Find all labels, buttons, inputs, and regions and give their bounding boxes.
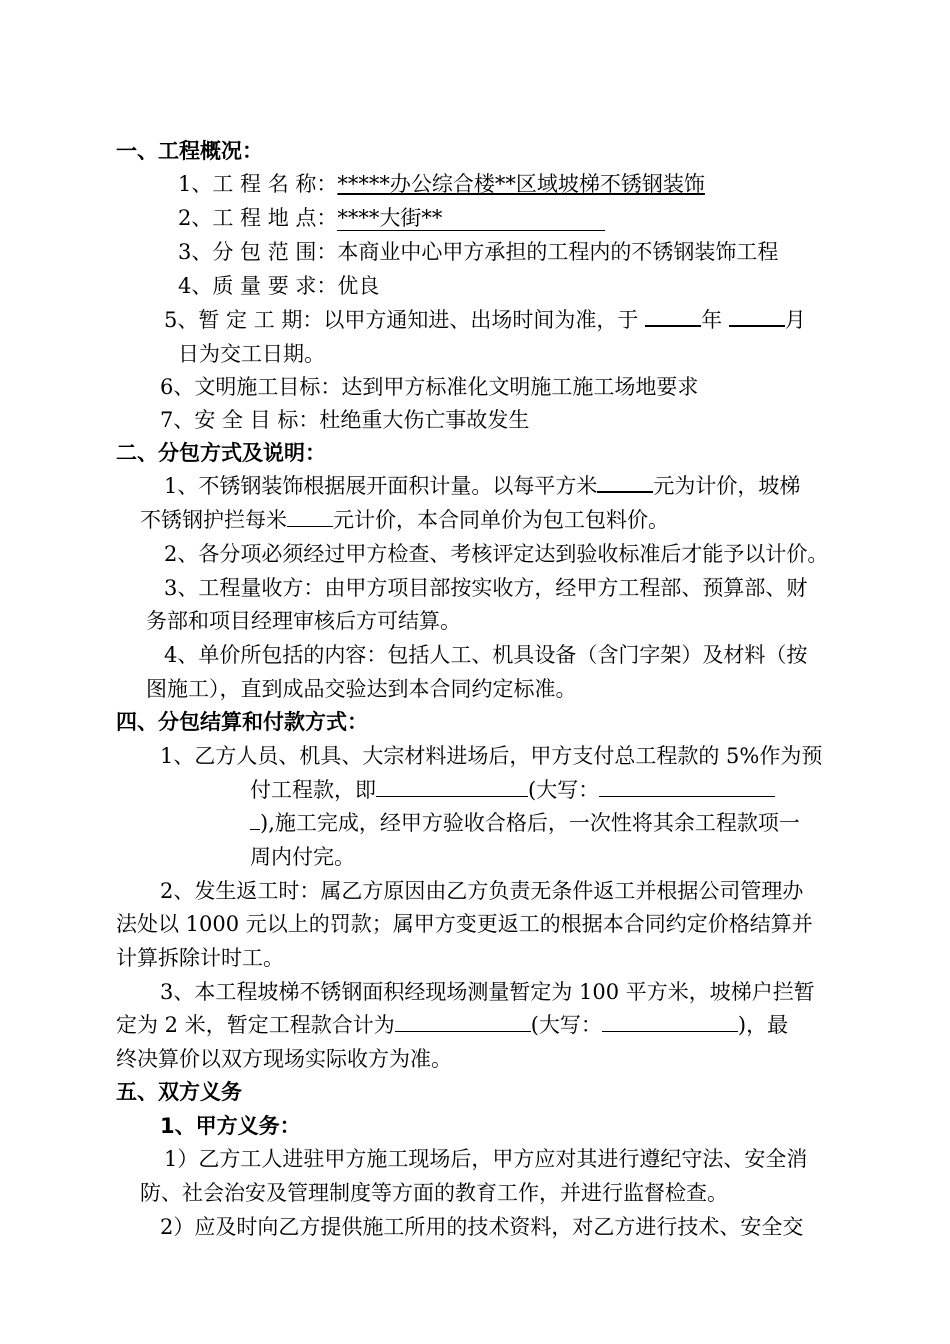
advance-payment-2 — [250, 775, 775, 805]
area-estimate-tail: )，最 — [737, 1013, 789, 1037]
obligation-1-line-1: 1）乙方工人进驻甲方施工现场后，甲方应对其进行遵纪守法、安全消 — [164, 1147, 808, 1171]
tentative-period-line — [164, 305, 806, 335]
section-heading-subcontract-method: 二、分包方式及说明： — [116, 441, 326, 465]
area-estimate-2 — [116, 1010, 788, 1040]
quantity-acceptance-2: 务部和项目经理审核后方可结算。 — [146, 609, 461, 633]
advance-amount-blank[interactable] — [376, 776, 528, 797]
pricing-text-b: 元为计价，坡梯 — [653, 474, 801, 498]
section-heading-overview: 一、工程概况： — [116, 139, 263, 163]
project-name-line — [178, 169, 705, 199]
project-location-line — [178, 203, 605, 233]
tentative-period-text: 5、暂 定 工 期：以甲方通知进、出场时间为准，于 — [164, 308, 639, 332]
rework-1: 2、发生返工时：属乙方原因由乙方负责无条件返工并根据公司管理办 — [160, 879, 804, 903]
section-heading-obligations: 五、双方义务 — [116, 1080, 242, 1104]
area-estimate-1: 3、本工程坡梯不锈钢面积经现场测量暂定为 100 平方米，坡梯户拦暂 — [160, 980, 815, 1004]
unit-price-blank[interactable] — [597, 471, 653, 493]
project-name-value: *****办公综合楼**区域坡梯不锈钢装饰 — [337, 172, 705, 196]
rework-3: 计算拆除计时工。 — [116, 946, 284, 970]
quantity-acceptance-1: 3、工程量收方：由甲方项目部按实收方，经甲方工程部、预算部、财 — [164, 576, 808, 600]
quality-requirement: 4、质 量 要 求：优良 — [178, 274, 380, 298]
advance-capital-label: (大写： — [528, 778, 600, 802]
advance-payment-1: 1、乙方人员、机具、大宗材料进场后，甲方支付总工程款的 5%作为预 — [160, 744, 823, 768]
advance-payment-rest: ),施工完成，经甲方验收合格后，一次性将其余工程款项一 — [260, 811, 800, 835]
advance-capital-blank[interactable] — [599, 776, 775, 797]
pricing-text-c: 不锈钢护拦每米 — [140, 508, 287, 532]
unit-price-content-1: 4、单价所包括的内容：包括人工、机具设备（含门字架）及材料（按 — [164, 643, 808, 667]
section-heading-settlement: 四、分包结算和付款方式： — [116, 710, 368, 734]
obligation-2-line-1: 2）应及时向乙方提供施工所用的技术资料，对乙方进行技术、安全交 — [160, 1215, 804, 1239]
advance-payment-3 — [250, 808, 800, 838]
year-blank[interactable] — [645, 305, 701, 327]
total-capital-blank[interactable] — [602, 1011, 738, 1032]
project-name-label: 1、工 程 名 称： — [178, 172, 338, 196]
rework-2: 法处以 1000 元以上的罚款；属甲方变更返工的根据本合同约定价格结算并 — [116, 912, 813, 936]
advance-payment-4: 周内付完。 — [250, 845, 355, 869]
pricing-text-d: 元计价，本合同单价为包工包料价。 — [333, 508, 669, 532]
advance-capital-blank-cont[interactable] — [250, 809, 260, 830]
year-label: 年 — [701, 308, 723, 332]
pricing-line-2 — [140, 505, 669, 535]
advance-payment-text: 付工程款，即 — [250, 778, 376, 802]
total-amount-blank[interactable] — [395, 1011, 531, 1032]
subcontract-scope: 3、分 包 范 围：本商业中心甲方承担的工程内的不锈钢装饰工程 — [178, 240, 779, 264]
project-location-value: ****大街** — [337, 206, 605, 231]
inspection-requirement: 2、各分项必须经过甲方检查、考核评定达到验收标准后才能予以计价。 — [164, 542, 829, 566]
unit-price-content-2: 图施工），直到成品交验达到本合同约定标准。 — [146, 677, 577, 701]
railing-price-blank[interactable] — [287, 506, 333, 527]
party-a-obligations-heading: 1、甲方义务： — [160, 1114, 301, 1138]
pricing-line-1 — [164, 471, 800, 501]
month-label: 月 — [784, 308, 806, 332]
total-capital-label: (大写： — [530, 1013, 602, 1037]
pricing-text-a: 1、不锈钢装饰根据展开面积计量。以每平方米 — [164, 474, 598, 498]
area-estimate-3: 终决算价以双方现场实际收方为准。 — [116, 1047, 452, 1071]
obligation-1-line-2: 防、社会治安及管理制度等方面的教育工作，并进行监督检查。 — [140, 1181, 728, 1205]
area-estimate-text: 定为 2 米，暂定工程款合计为 — [116, 1013, 395, 1037]
project-location-label: 2、工 程 地 点： — [178, 206, 338, 230]
civilized-construction-goal: 6、文明施工目标：达到甲方标准化文明施工施工场地要求 — [160, 375, 699, 399]
tentative-period-end: 日为交工日期。 — [178, 342, 325, 366]
month-blank[interactable] — [729, 305, 785, 327]
safety-goal: 7、安 全 目 标：杜绝重大伤亡事故发生 — [160, 408, 530, 432]
